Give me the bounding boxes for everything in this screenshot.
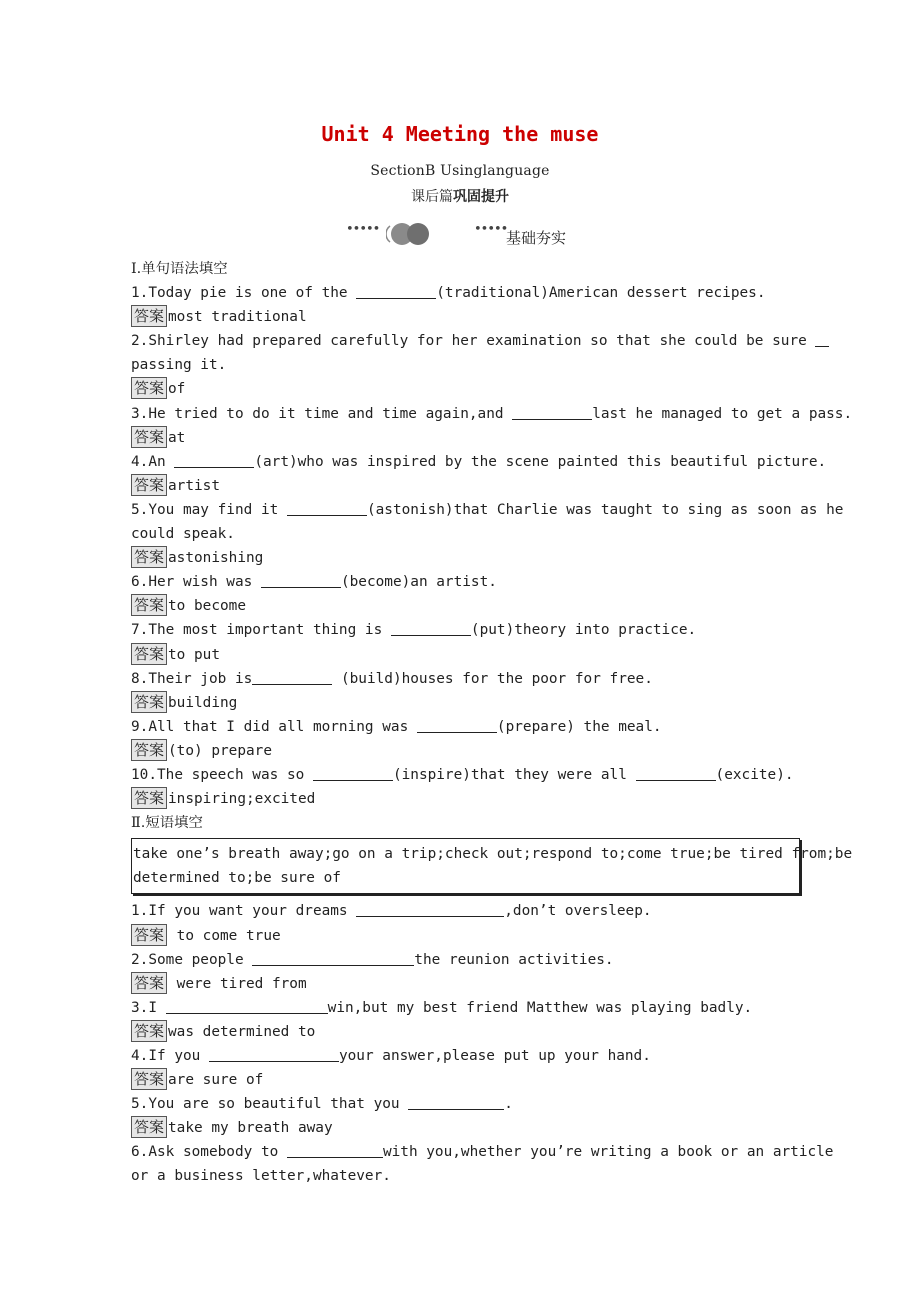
answer-blank[interactable] — [252, 951, 414, 966]
answer-row: 答案 were tired from — [131, 972, 791, 996]
answer-blank[interactable] — [166, 999, 328, 1014]
exercise-content — [131, 257, 853, 1189]
answer-row: 答案 most traditional — [131, 305, 791, 329]
answer-blank[interactable] — [209, 1047, 339, 1062]
answer-blank[interactable] — [636, 766, 716, 781]
answer-tag: 答案 — [131, 1068, 167, 1090]
answer-row: 答案 take my breath away — [131, 1116, 791, 1140]
question-row-continued: or a business letter,whatever. — [131, 1168, 391, 1185]
answer-tag: 答案 — [131, 739, 167, 761]
dots-decoration-left: ••••• — [346, 222, 380, 237]
answer-row: 答案 to come true — [131, 924, 791, 948]
question-row: 6.Ask somebody to with you,whether you’re writing a book or an article — [131, 1144, 834, 1161]
question-row-continued: could speak. — [131, 526, 235, 543]
answer-blank[interactable] — [313, 766, 393, 781]
section-1-heading: Ⅰ.单句语法填空 — [131, 261, 228, 277]
section-subtitle: SectionB Usinglanguage — [370, 163, 550, 179]
question-row: 8.Their job is (build)houses for the poor for free. — [131, 670, 653, 687]
phrase-bank-line: take one’s breath away;go on a trip;check out;respond to;come true;be tired from;be — [133, 846, 853, 863]
answer-row: 答案 inspiring;excited — [131, 787, 791, 811]
question-row: 3.He tried to do it time and time again,and last he managed to get a pass. — [131, 405, 853, 422]
answer-row: 答案 was determined to — [131, 1020, 791, 1044]
answer-tag: 答案 — [131, 924, 167, 946]
answer-row: 答案 to put — [131, 643, 791, 667]
answer-blank[interactable] — [815, 332, 829, 347]
answer-tag: 答案 — [131, 546, 167, 568]
answer-blank[interactable] — [174, 453, 254, 468]
answer-tag: 答案 — [131, 1020, 167, 1042]
answer-blank[interactable] — [356, 284, 436, 299]
answer-tag: 答案 — [131, 643, 167, 665]
answer-row: 答案 (to) prepare — [131, 739, 791, 763]
answer-row: 答案 building — [131, 691, 791, 715]
answer-row: 答案 astonishing — [131, 546, 791, 570]
answer-blank[interactable] — [356, 902, 504, 917]
question-row: 9.All that I did all morning was (prepare) the meal. — [131, 718, 662, 735]
question-row: 6.Her wish was (become)an artist. — [131, 574, 497, 591]
answer-row: 答案 artist — [131, 474, 791, 498]
answer-row: 答案 are sure of — [131, 1068, 791, 1092]
answer-tag: 答案 — [131, 972, 167, 994]
answer-tag: 答案 — [131, 787, 167, 809]
phrase-bank-line: determined to;be sure of — [133, 870, 341, 887]
answer-tag: 答案 — [131, 1116, 167, 1138]
answer-blank[interactable] — [261, 573, 341, 588]
subtitle-part-a: 课后篇 — [411, 189, 453, 205]
section-banner — [346, 220, 586, 250]
answer-blank[interactable] — [512, 405, 592, 420]
answer-blank[interactable] — [408, 1095, 504, 1110]
question-row: 4.If you your answer,please put up your hand. — [131, 1048, 651, 1064]
answer-blank[interactable] — [417, 718, 497, 733]
answer-blank[interactable] — [391, 621, 471, 636]
answer-blank[interactable] — [252, 670, 332, 685]
answer-tag: 答案 — [131, 594, 167, 616]
answer-tag: 答案 — [131, 377, 167, 399]
phrase-bank-box — [131, 838, 853, 894]
answer-blank[interactable] — [287, 1143, 383, 1158]
answer-tag: 答案 — [131, 474, 167, 496]
homework-subtitle — [0, 186, 920, 206]
question-row: 5.You are so beautiful that you . — [131, 1096, 513, 1113]
question-row: 5.You may find it (astonish)that Charlie was taught to sing as soon as he — [131, 501, 844, 518]
answer-blank[interactable] — [287, 501, 367, 516]
question-row: 10.The speech was so (inspire)that they were all (excite). — [131, 766, 794, 783]
answer-row: 答案 to become — [131, 594, 791, 618]
section-2-heading: Ⅱ.短语填空 — [131, 815, 203, 832]
double-circle-icon — [386, 220, 436, 246]
question-row: 3.I win,but my best friend Matthew was playing badly. — [131, 999, 753, 1016]
banner-label: 基础夯实 — [506, 229, 567, 247]
answer-tag: 答案 — [131, 691, 167, 713]
answer-tag: 答案 — [131, 426, 167, 448]
question-row: 1.Today pie is one of the (traditional)American dessert recipes. — [131, 285, 766, 302]
question-row: 1.If you want your dreams ,don’t oversleep. — [131, 903, 652, 920]
question-row: 4.An (art)who was inspired by the scene painted this beautiful picture. — [131, 453, 827, 470]
subtitle-part-b: 巩固提升 — [453, 189, 509, 205]
dots-decoration-right: ••••• — [474, 222, 508, 237]
question-row: 2.Some people the reunion activities. — [131, 951, 614, 968]
question-row: 7.The most important thing is (put)theory into practice. — [131, 622, 697, 639]
answer-row: 答案 of — [131, 377, 791, 401]
answer-row: 答案 at — [131, 426, 791, 450]
answer-tag: 答案 — [131, 305, 167, 327]
question-row-continued: passing it. — [131, 357, 227, 374]
page-title: Unit 4 Meeting the muse — [321, 122, 599, 146]
question-row: 2.Shirley had prepared carefully for her examination so that she could be sure — [131, 329, 791, 353]
